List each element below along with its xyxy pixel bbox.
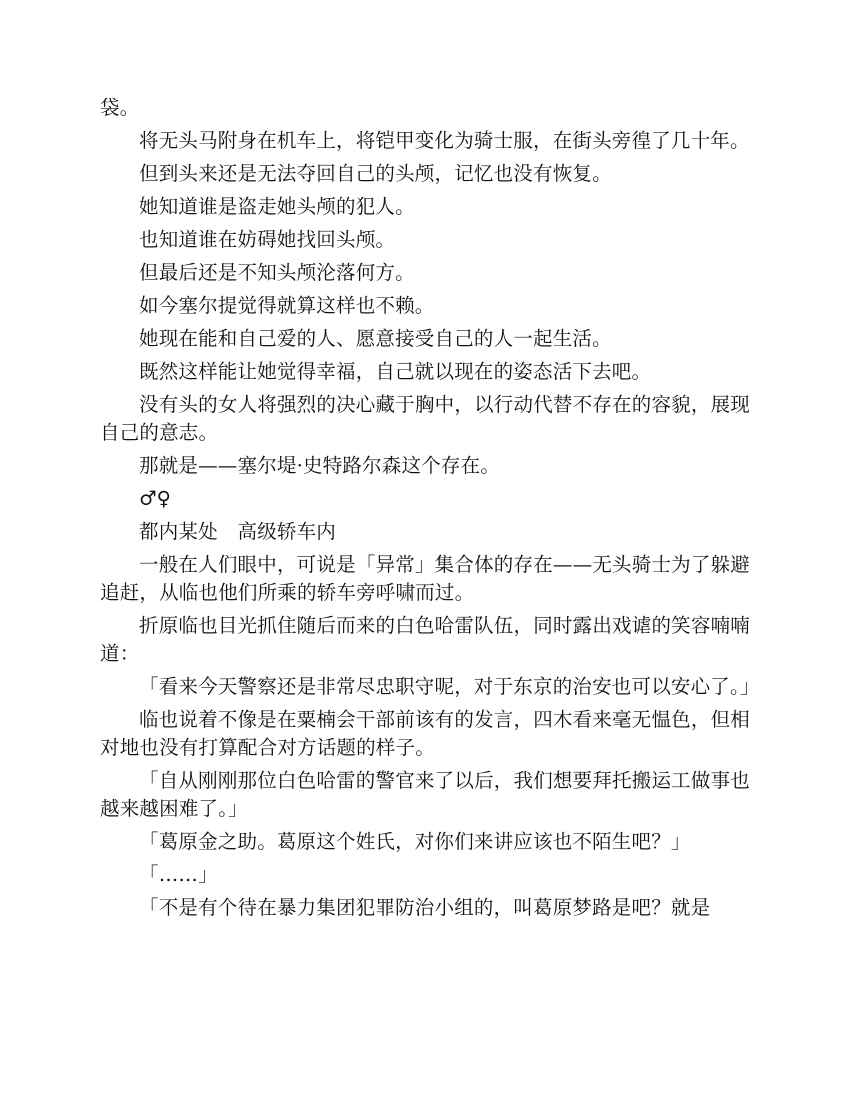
paragraph: 她知道谁是盗走她头颅的犯人。: [139, 195, 415, 218]
section-divider-symbol: ♂♀: [139, 487, 172, 510]
paragraph: 临也说着不像是在粟楠会干部前该有的发言，四木看来毫无愠色，但相对地也没有打算配合对方话题的样子。: [100, 708, 750, 759]
paragraph: 既然这样能让她觉得幸福，自己就以现在的姿态活下去吧。: [139, 360, 652, 383]
paragraph: 折原临也目光抓住随后而来的白色哈雷队伍，同时露出戏谑的笑容喃喃道：: [100, 614, 750, 665]
dialogue-line: 「……」: [139, 863, 218, 886]
paragraph: 但最后还是不知头颅沦落何方。: [139, 261, 415, 284]
paragraph: 也知道谁在妨碍她找回头颅。: [139, 228, 396, 251]
dialogue-line: 「自从刚刚那位白色哈雷的警官来了以后，我们想要拜托搬运工做事也越来越困难了。」: [100, 769, 750, 820]
dialogue-line: 「不是有个待在暴力集团犯罪防治小组的，叫葛原梦路是吧？就是: [139, 896, 711, 919]
paragraph: 没有头的女人将强烈的决心藏于胸中，以行动代替不存在的容貌，展现自己的意志。: [100, 393, 750, 444]
paragraph: 她现在能和自己爱的人、愿意接受自己的人一起生活。: [139, 327, 612, 350]
paragraph: 如今塞尔提觉得就算这样也不赖。: [139, 294, 435, 317]
paragraph: 将无头马附身在机车上，将铠甲变化为骑士服，在街头旁徨了几十年。: [139, 129, 750, 152]
paragraph: 但到头来还是无法夺回自己的头颅，记忆也没有恢复。: [139, 162, 612, 185]
scene-heading: 都内某处 高级轿车内: [139, 520, 337, 543]
dialogue-line: 「看来今天警察还是非常尽忠职守呢，对于东京的治安也可以安心了。」: [139, 675, 760, 698]
dialogue-line: 「葛原金之助。葛原这个姓氏，对你们来讲应该也不陌生吧？」: [139, 830, 691, 853]
paragraph: 一般在人们眼中，可说是「异常」集合体的存在——无头骑士为了躲避追赶，从临也他们所乘的轿车旁呼啸而过。: [100, 553, 750, 604]
paragraph: 袋。: [100, 96, 140, 119]
paragraph: 那就是——塞尔堤·史特路尔森这个存在。: [139, 454, 500, 477]
